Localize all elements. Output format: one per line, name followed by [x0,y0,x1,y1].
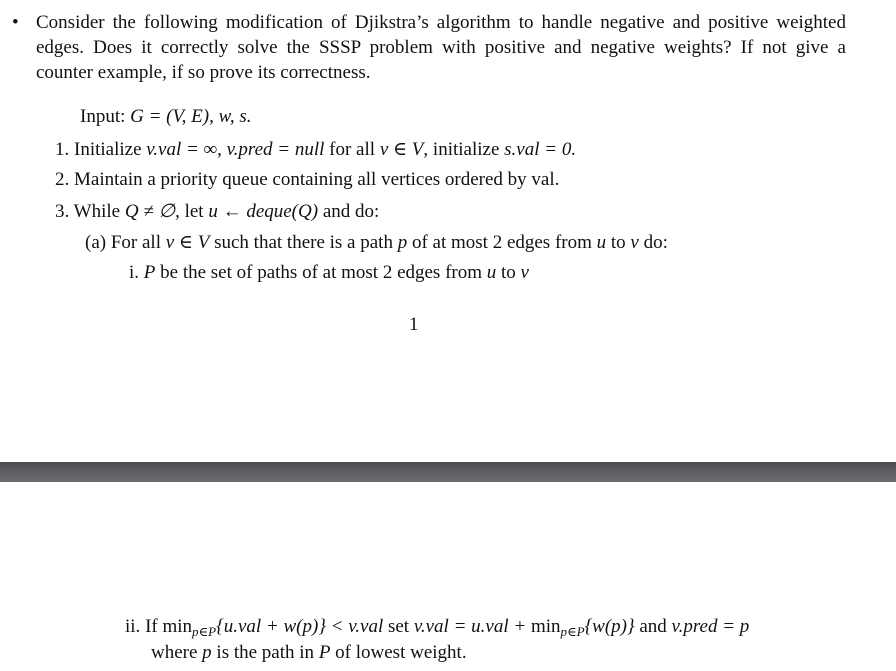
step-3a-ii-math: P [318,642,331,663]
question-line-3: counter example, if so prove its correctness. [36,62,371,83]
question-line-2: edges. Does it correctly solve the SSSP problem with positive and negative weights? If not give a [36,37,846,58]
step-3a-text: of at most 2 edges from [411,232,592,253]
input-math: G = (V, E), w, s. [130,106,252,127]
step-3a-text: For all [110,232,161,253]
step-3a-ii-text: is the path in [216,642,315,663]
step-1-number: 1. [55,139,70,160]
page-bottom [0,482,896,671]
step-3a-i-math: P [143,262,156,283]
step-3-math: u ← deque(Q) [208,201,319,222]
step-3a-ii-math: {u.val + w(p)} < v.val [216,616,384,637]
step-3-text: and do: [322,201,380,222]
step-3a-i-number: i. [129,262,140,283]
question-paragraph [36,10,846,85]
bullet-marker: • [12,12,19,33]
step-3a-text: such that there is a path [214,232,393,253]
step-3a-number: (a) [85,232,107,253]
step-1-text: for all [329,139,376,160]
step-3a-math: u [596,232,607,253]
step-3a-ii-line-2 [151,640,467,665]
step-2 [55,167,559,192]
input-label: Input: [80,106,126,127]
step-3a-ii-math: v.pred = p [671,616,750,637]
step-1-math: v ∈ V [379,139,424,160]
step-3a-ii-text: where [151,642,198,663]
input-line [80,104,252,129]
step-1 [55,137,576,162]
step-3a-i-math: v [520,262,529,283]
step-3-text: , let [175,201,204,222]
min-subscript: p∈P [192,624,217,639]
step-3-math: Q ≠ ∅ [124,201,176,222]
step-3a-ii [125,614,749,639]
step-3a-ii-text: If [145,616,158,637]
step-3a-math: v [630,232,639,253]
step-3a-math: v ∈ V [165,232,210,253]
step-1-math: s.val = 0. [504,139,577,160]
step-3a-ii-math: v.val = u.val + [413,616,531,637]
step-1-math: v.val = ∞, v.pred = null [146,139,325,160]
step-3a-ii-math: {w(p)} [584,616,635,637]
step-3a-i [129,260,529,285]
step-3a-math: p [397,232,408,253]
min-operator: min [530,616,561,637]
page-separator [0,462,896,482]
step-3a-i-math: u [486,262,497,283]
min-operator: min [162,616,193,637]
step-3a-i-text: to [501,262,516,283]
step-3a-text: to [610,232,626,253]
step-3a [85,230,668,255]
step-3-number: 3. [55,201,70,222]
step-2-number: 2. [55,169,70,190]
step-3a-ii-text: of lowest weight. [335,642,467,663]
step-3a-ii-text: set [387,616,410,637]
min-subscript: p∈P [560,624,585,639]
step-3a-ii-number: ii. [125,616,141,637]
step-3a-ii-text: and [639,616,667,637]
step-1-text: , initialize [423,139,500,160]
step-3 [55,199,379,224]
step-3a-ii-math: p [202,642,212,663]
step-3-text: While [73,201,121,222]
step-3a-i-text: be the set of paths of at most 2 edges from [160,262,483,283]
step-3a-text: do: [643,232,668,253]
question-line-1: Consider the following modification of Djikstra’s algorithm to handle negative and positive weighted [36,12,846,33]
step-1-text: Initialize [74,139,142,160]
page-number: 1 [409,314,419,335]
step-2-text: Maintain a priority queue containing all vertices ordered by val. [74,169,560,190]
